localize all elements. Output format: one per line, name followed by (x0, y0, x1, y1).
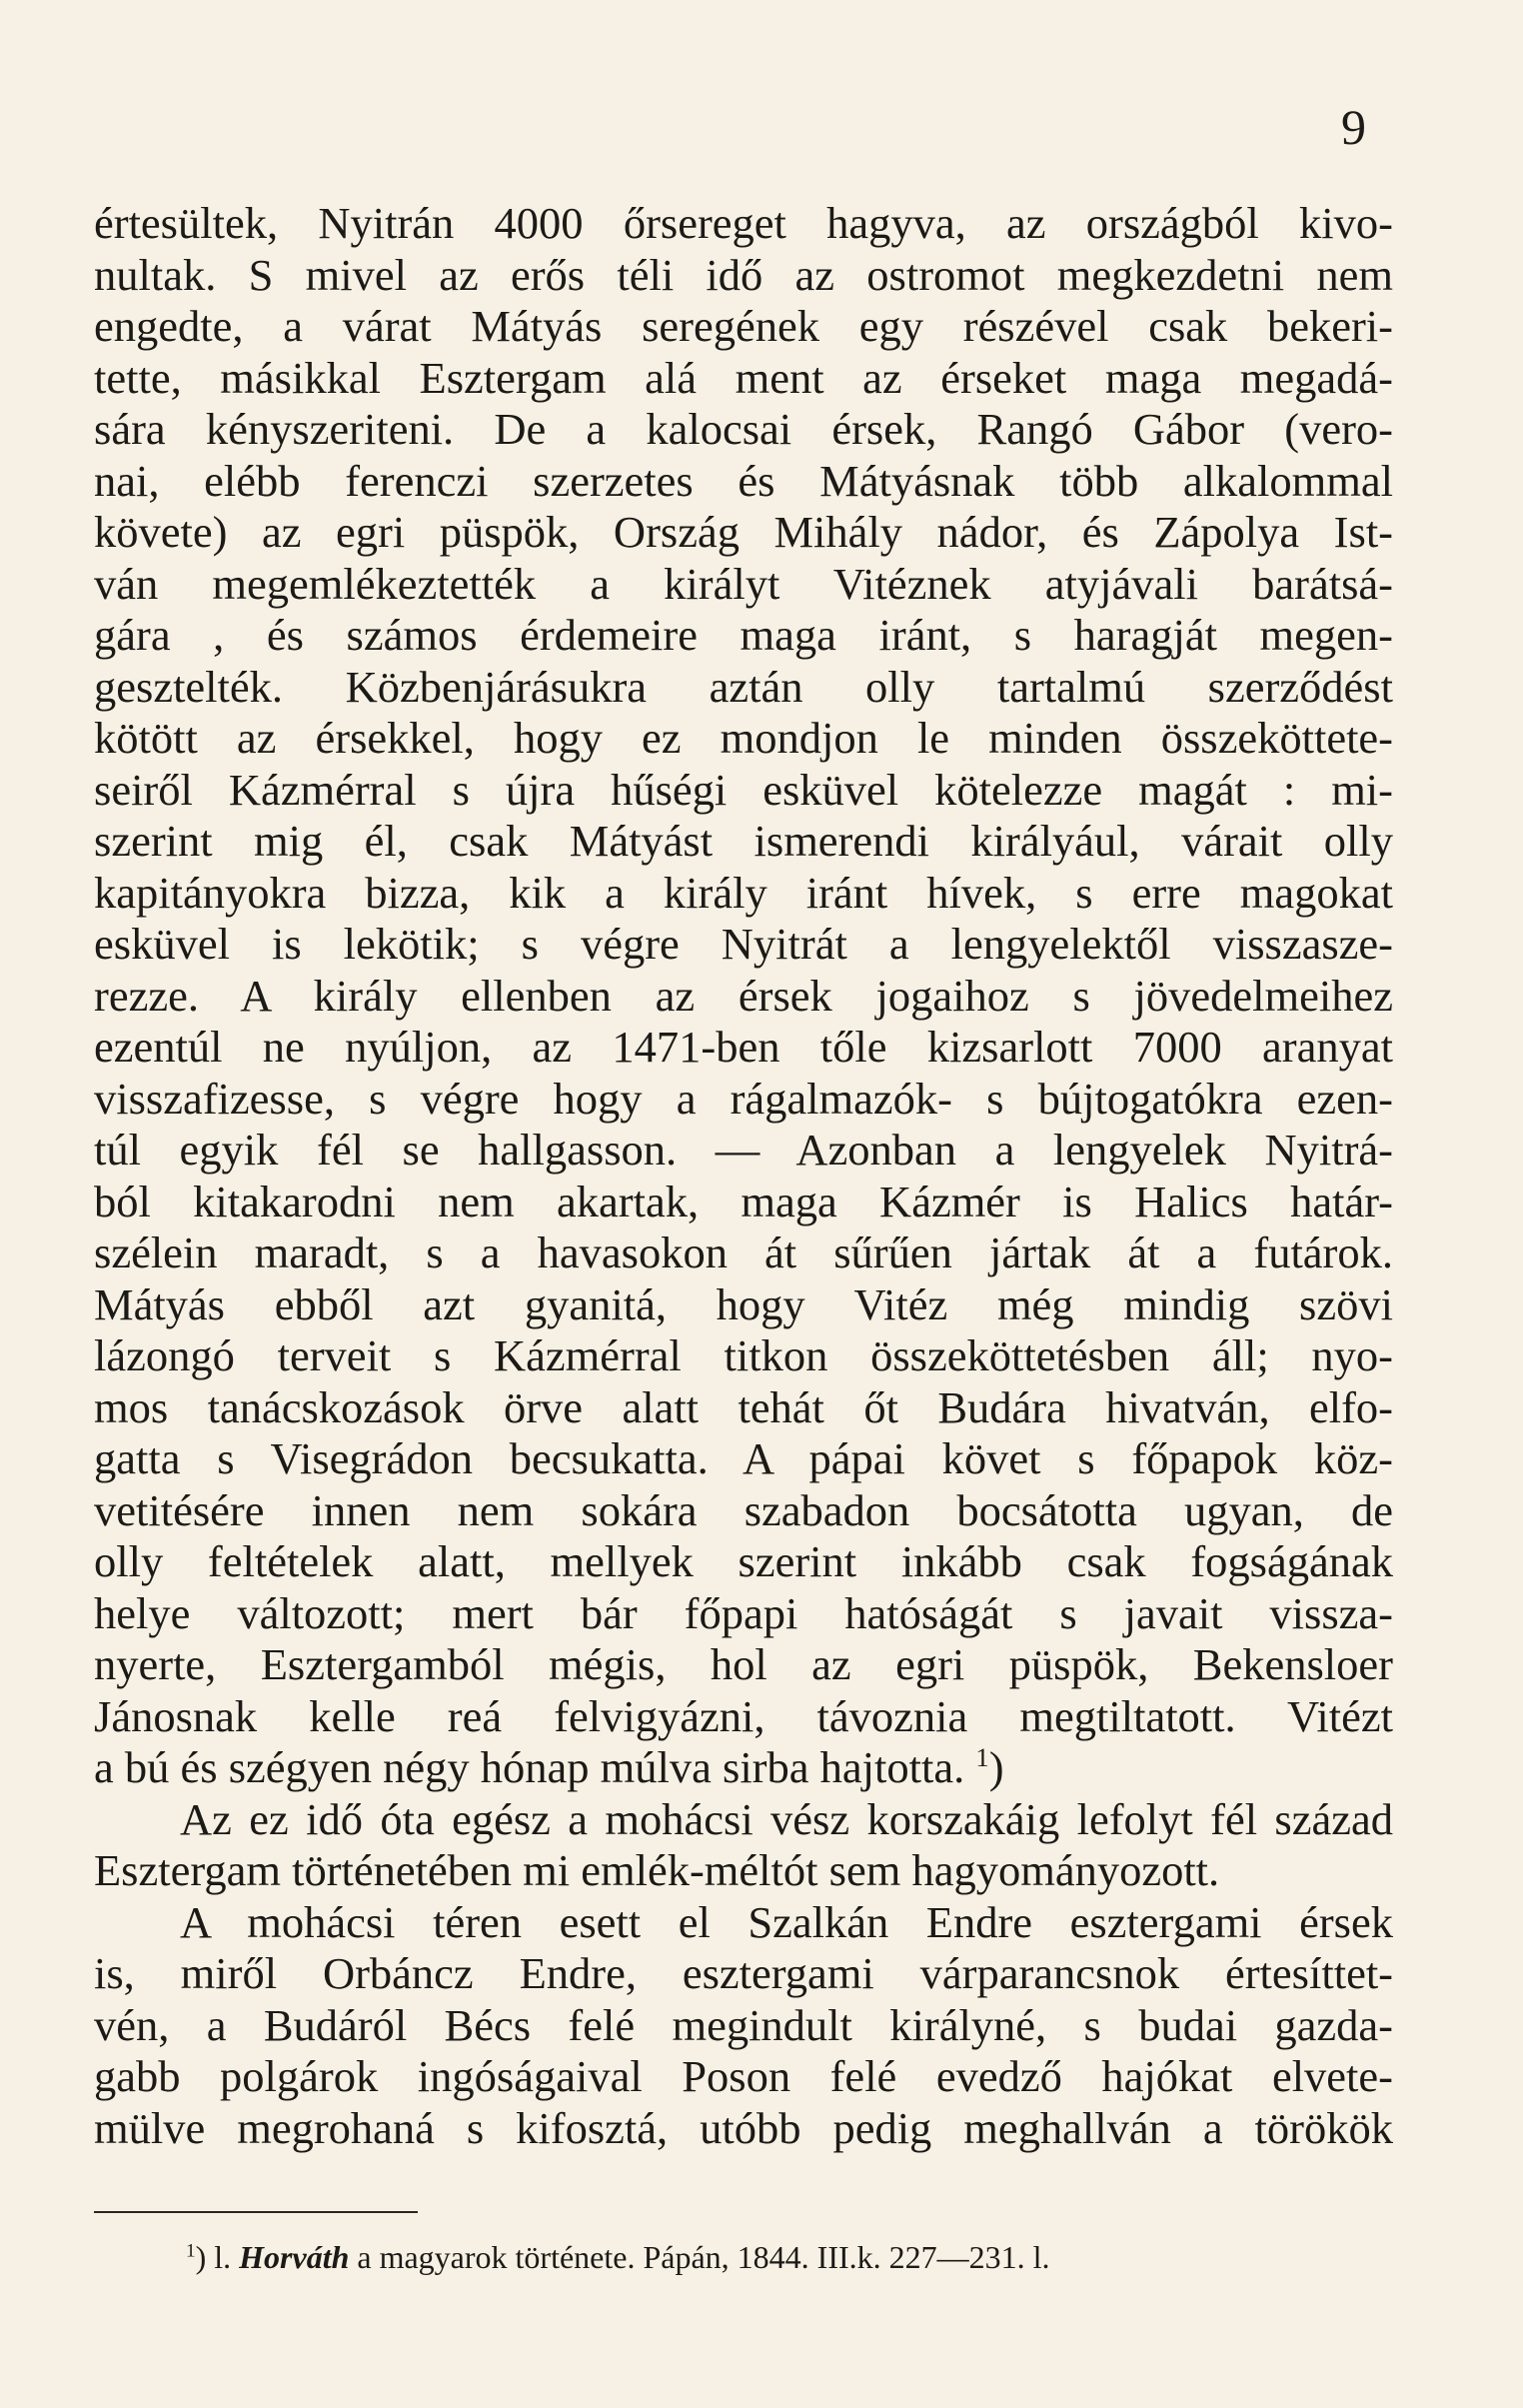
paragraph-1-last-line (94, 1742, 1393, 1794)
text-line: Az ez idő óta egész a mohácsi vész korszakáig lefolyt fél század (180, 1793, 1393, 1844)
last-line-text: a bú és szégyen négy hónap múlva sirba hajtotta. (94, 1742, 965, 1792)
text-line: rezze. A király ellenben az érsek jogaihoz s jövedelmeihez (94, 970, 1393, 1021)
text-line: helye változott; mert bár főpapi hatóságát s javait vissza- (94, 1587, 1393, 1638)
text-line: tette, másikkal Esztergam alá ment az érseket maga megadá- (94, 352, 1393, 403)
text-line: követe) az egri püspök, Ország Mihály nádor, és Zápolya Ist- (94, 507, 1393, 557)
text-line: Jánosnak kelle reá felvigyázni, távoznia megtiltatott. Vitézt (94, 1690, 1393, 1741)
text-line: túl egyik fél se hallgasson. — Azonban a lengyelek Nyitrá- (94, 1125, 1393, 1175)
footnote (186, 2238, 1050, 2276)
text-line: esküvel is lekötik; s végre Nyitrát a lengyelektől visszasze- (94, 919, 1393, 969)
text-line: szerint mig él, csak Mátyást ismerendi királyául, várait olly (94, 816, 1393, 866)
footnote-author: Horváth (239, 2239, 350, 2275)
footnote-ref-close: ) (988, 1742, 1004, 1792)
text-line: szélein maradt, s a havasokon át sűrűen jártak át a futárok. (94, 1227, 1393, 1277)
text-line: seiről Kázmérral s újra hűségi esküvel kötelezze magát : mi- (94, 764, 1393, 815)
text-line: is, miről Orbáncz Endre, esztergami várparancsnok értesíttet- (94, 1948, 1393, 1998)
text-line: értesültek, Nyitrán 4000 őrsereget hagyva, az országból kivo- (94, 198, 1393, 248)
text-line: gesztelték. Közbenjárásukra aztán olly tartalmú szerződést (94, 661, 1393, 712)
text-line: nai, elébb ferenczi szerzetes és Mátyásnak több alkalommal (94, 455, 1393, 506)
footnote-ref-mark[interactable]: 1 (975, 1742, 989, 1773)
paragraph-1 (94, 198, 1393, 1742)
footnote-ref: l. (214, 2239, 232, 2275)
text-line: visszafizesse, s végre hogy a rágalmazók- s bújtogatókra ezen- (94, 1073, 1393, 1124)
text-line: mos tanácskozások örve alatt tehát őt Budára hivatván, elfo- (94, 1381, 1393, 1432)
text-line: vetitésére innen nem sokára szabadon bocsátotta ugyan, de (94, 1484, 1393, 1535)
text-line: Esztergam történetében mi emlék-méltót sem hagyományozott. (94, 1845, 1220, 1895)
text-line: kötött az érsekkel, hogy ez mondjon le minden összeköttete- (94, 713, 1393, 763)
footnote-divider (94, 2211, 418, 2213)
text-line: engedte, a várat Mátyás seregének egy részével csak bekeri- (94, 301, 1393, 351)
text-line: lázongó terveit s Kázmérral titkon összeköttetésben áll; nyo- (94, 1330, 1393, 1380)
footnote-mark: 1 (186, 2240, 196, 2262)
footnote-mark-close: ) (195, 2239, 207, 2275)
text-line: nyerte, Esztergamból mégis, hol az egri püspök, Bekensloer (94, 1639, 1393, 1689)
footnote-text: a magyarok története. Pápán, 1844. III.k. 227—231. l. (357, 2239, 1050, 2275)
text-line: gatta s Visegrádon becsukatta. A pápai követ s főpapok köz- (94, 1433, 1393, 1483)
text-line: kapitányokra bizza, kik a király iránt hívek, s erre magokat (94, 867, 1393, 918)
text-line: gára , és számos érdemeire maga iránt, s haragját megen- (94, 610, 1393, 660)
text-line: A mohácsi téren esett el Szalkán Endre esztergami érsek (180, 1896, 1393, 1947)
text-line: ból kitakarodni nem akartak, maga Kázmér is Halics határ- (94, 1176, 1393, 1226)
text-line: sára kényszeriteni. De a kalocsai érsek, Rangó Gábor (vero- (94, 404, 1393, 454)
text-line: nultak. S mivel az erős téli idő az ostromot megkezdetni nem (94, 249, 1393, 300)
text-line: Mátyás ebből azt gyanitá, hogy Vitéz még mindig szövi (94, 1278, 1393, 1329)
text-line: mülve megrohaná s kifosztá, utóbb pedig meghallván a törökök (94, 2102, 1393, 2153)
text-line: olly feltételek alatt, mellyek szerint inkább csak fogságának (94, 1536, 1393, 1586)
text-line: vén, a Budáról Bécs felé megindult királyné, s budai gazda- (94, 1999, 1393, 2050)
page-number: 9 (1341, 99, 1366, 155)
paragraph-2 (94, 1794, 1393, 1897)
paragraph-3 (94, 1897, 1393, 2155)
body-text (94, 198, 1393, 2154)
text-line: gabb polgárok ingóságaival Poson felé evedző hajókat elvete- (94, 2051, 1393, 2101)
text-line: ván megemlékeztették a királyt Vitéznek atyjávali barátsá- (94, 558, 1393, 609)
text-line: ezentúl ne nyúljon, az 1471-ben tőle kizsarlott 7000 aranyat (94, 1022, 1393, 1072)
